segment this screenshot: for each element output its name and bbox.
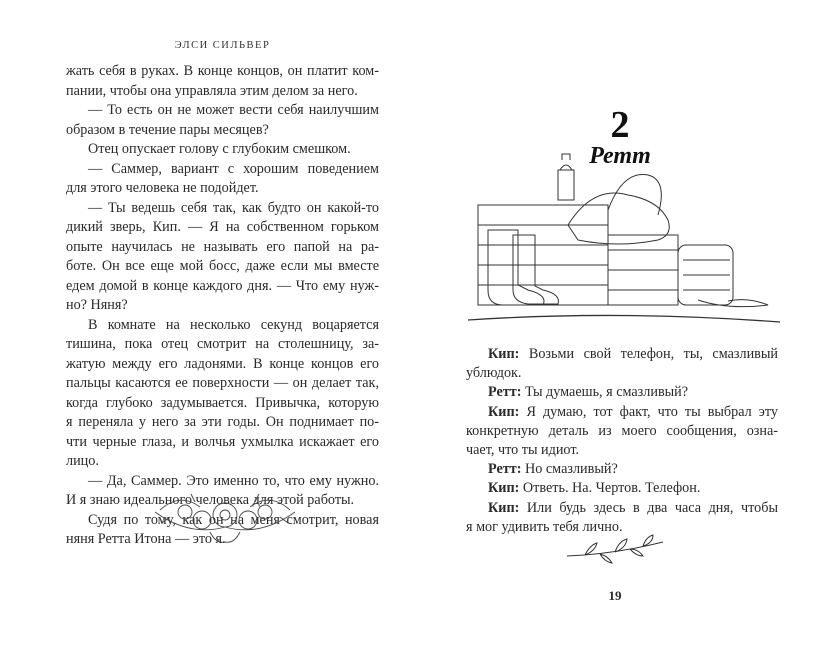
text-line <box>66 101 379 121</box>
line-text: пальцы касаются ее поверхности — он делает так, <box>66 375 379 391</box>
text-line <box>466 345 778 364</box>
text-line <box>66 394 379 414</box>
line-text: — То есть он не может вести себя наилучшим <box>88 102 379 118</box>
text-line <box>466 364 778 383</box>
text-line <box>66 160 379 180</box>
text-line <box>466 460 778 479</box>
cowboy-boots-hat-illustration-icon <box>468 150 780 335</box>
line-text: когда глубоко задумывается. Привычка, которую <box>66 394 379 411</box>
line-text: я переняла у него за эти годы. Он поднимает по- <box>66 414 379 430</box>
text-line <box>466 499 778 518</box>
line-text: пании, чтобы она управляла этим делом за него. <box>66 82 358 99</box>
text-line <box>66 179 379 199</box>
speaker-label: Кип: <box>488 403 520 420</box>
text-line <box>66 82 379 102</box>
leaf-branch-ornament-icon <box>565 532 665 564</box>
line-text: чти черные глаза, и волчья ухмылка искажает его <box>66 433 379 450</box>
line-text: няня Ретта Итона — это я. <box>66 531 226 547</box>
line-text: конкретную деталь из моего сообщения, озна- <box>466 422 778 439</box>
text-line <box>66 140 379 160</box>
line-text: чает, что ты идиот. <box>466 441 580 458</box>
text-line <box>66 335 379 355</box>
text-line <box>66 374 379 394</box>
line-text: В комнате на несколько секунд воцаряется <box>88 316 379 333</box>
line-text: — Саммер, вариант с хорошим поведением <box>88 160 379 177</box>
text-line <box>466 403 778 422</box>
floral-ornament-icon <box>150 482 300 548</box>
line-text: образом в течение пары месяцев? <box>66 121 269 138</box>
line-text: — Ты ведешь себя так, как будто он какой-то <box>88 199 379 216</box>
text-line <box>66 277 379 297</box>
speaker-label: Кип: <box>488 480 520 497</box>
text-line <box>466 441 778 460</box>
page-number: 19 <box>608 588 622 603</box>
line-text: жатую между его ладонями. В конце концов его <box>66 355 379 372</box>
speaker-label: Кип: <box>488 499 520 516</box>
line-text: дикий зверь, Кип. — Я на собственном горьком <box>66 219 379 235</box>
text-line <box>66 355 379 375</box>
text-line <box>66 121 379 141</box>
line-text: ублюдок. <box>466 365 522 382</box>
text-line <box>66 452 379 472</box>
chapter-number: 2 <box>610 104 630 146</box>
speaker-label: Ретт: <box>488 384 522 401</box>
text-line <box>466 422 778 441</box>
line-text: Ответь. На. Чертов. Телефон. <box>519 480 701 497</box>
line-text: Судя по тому, как он на меня смотрит, новая <box>88 511 379 528</box>
text-line <box>66 199 379 219</box>
speaker-label: Кип: <box>488 346 520 362</box>
line-text: я мог удивить тебя лично. <box>466 518 623 535</box>
speaker-label: Ретт: <box>488 461 522 478</box>
text-line <box>66 413 379 433</box>
text-line <box>66 238 379 258</box>
line-text: Или будь здесь в два часа дня, чтобы <box>519 499 778 516</box>
line-text: боте. Он все еще мой босс, даже если мы вместе <box>66 258 379 274</box>
text-line <box>66 257 379 277</box>
line-text: — Да, Саммер. Это именно то, что ему нужно. <box>88 472 379 489</box>
text-line <box>66 433 379 453</box>
text-line <box>66 62 379 82</box>
text-line <box>466 479 778 498</box>
running-head: ЭЛСИ СИЛЬВЕР <box>174 40 271 51</box>
line-text: И я знаю идеального человека для этой работы. <box>66 492 355 508</box>
line-text: Но смазливый? <box>521 461 618 478</box>
text-line <box>466 383 778 402</box>
right-page-text <box>466 345 778 537</box>
chapter-title: Ретт <box>589 143 651 169</box>
line-text: опыте научилась не называть его папой на ра- <box>66 238 379 255</box>
text-line <box>66 218 379 238</box>
line-text: едем домой в конце каждого дня. — Что ему нуж- <box>66 277 379 294</box>
line-text: лицо. <box>66 453 99 469</box>
line-text: жать себя в руках. В конце концов, он платит ком- <box>66 63 379 79</box>
line-text: но? Няня? <box>66 297 128 313</box>
text-line <box>66 316 379 336</box>
line-text: для этого человека не подойдет. <box>66 180 259 196</box>
line-text: Отец опускает голову с глубоким смешком. <box>88 141 351 157</box>
line-text: тишина, пока отец смотрит на столешницу, за- <box>66 336 379 352</box>
line-text: Возьми свой телефон, ты, смазливый <box>519 346 778 362</box>
left-page-text <box>66 62 379 550</box>
line-text: Ты думаешь, я смазливый? <box>521 384 689 401</box>
line-text: Я думаю, тот факт, что ты выбрал эту <box>519 403 778 420</box>
text-line <box>66 296 379 316</box>
